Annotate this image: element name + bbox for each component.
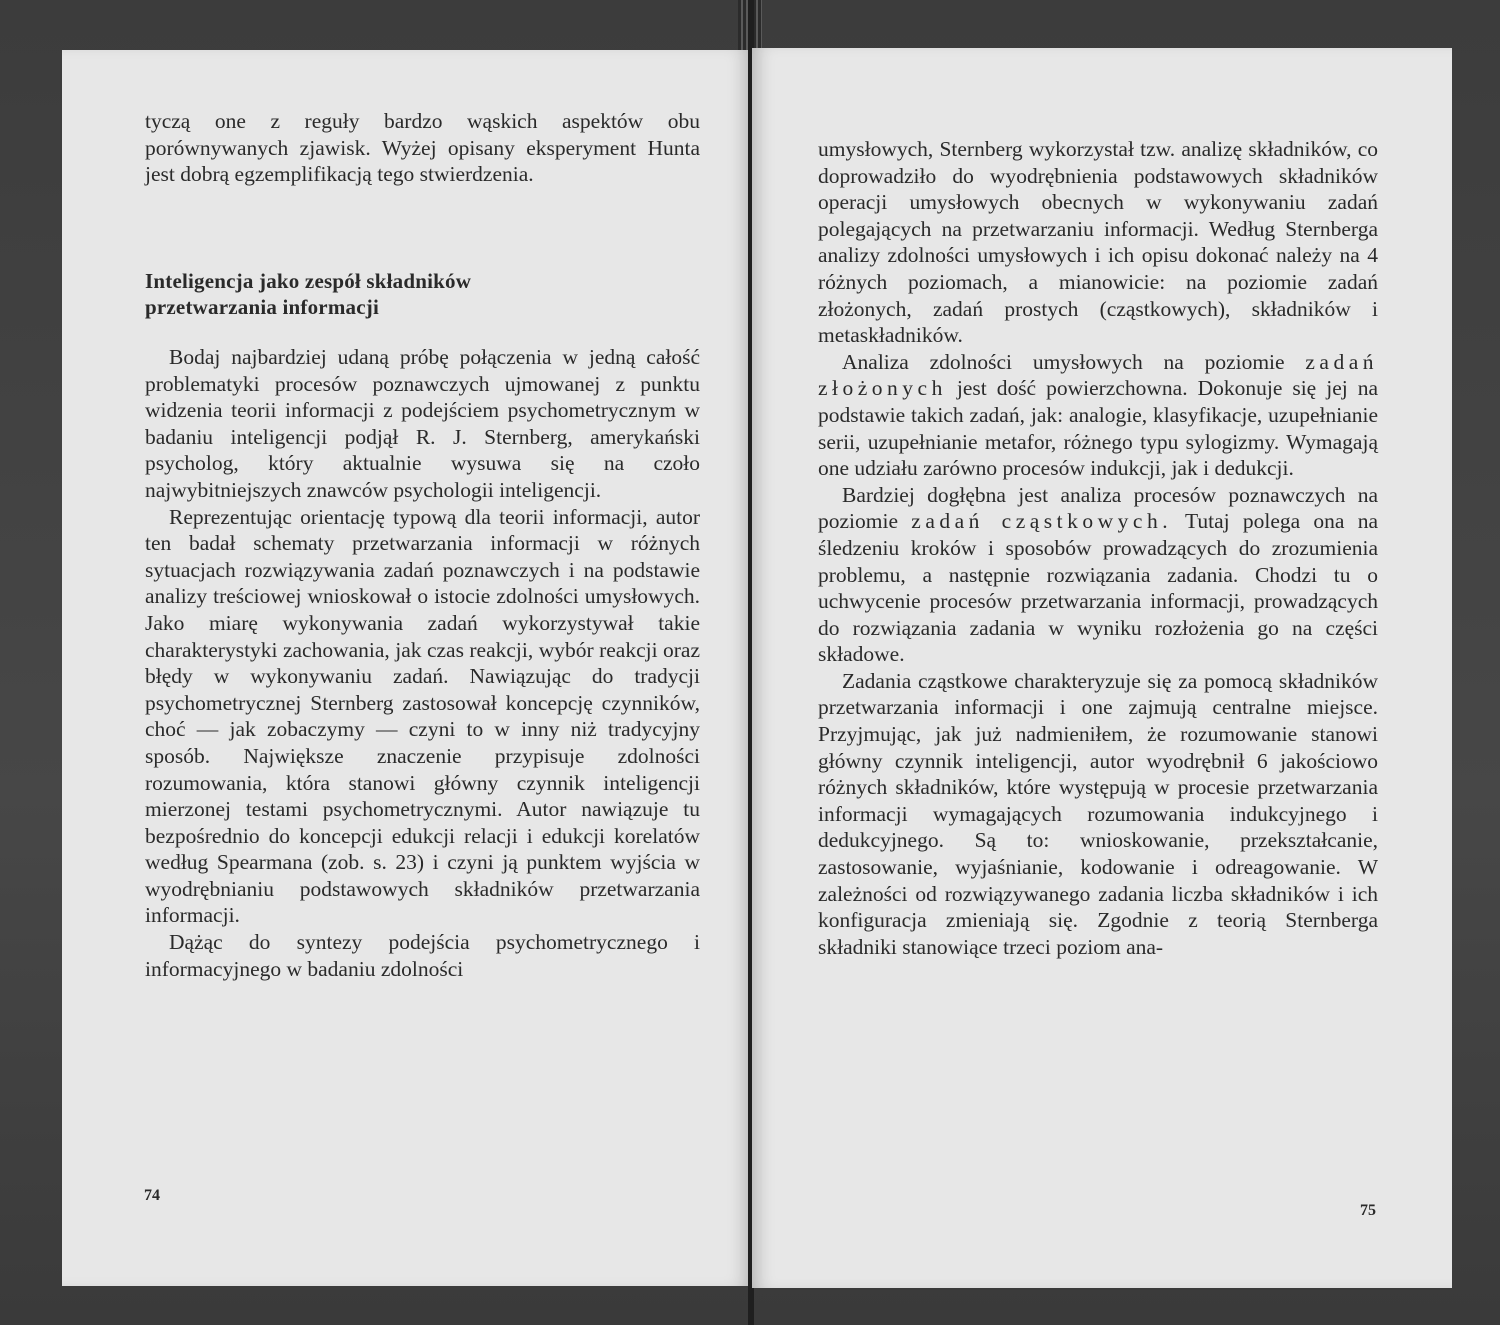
section-heading	[145, 268, 700, 320]
spaced-emphasis: zadań złożonych	[818, 349, 1378, 401]
body-paragraph: Zadania cząstkowe charakteryzuje się za pomocą składników przetwarzania informacji i one zajmują centralne miejsce. Przyjmując, jak już nadmieniłem, że rozumowanie stanowi główny czynnik inteligencji, autor wyodrębnił 6 jakościowo różnych składników, które występują w procesie przetwarzania informacji wymagających rozumowania indukcyjnego i dedukcyjnego. Są to: wnioskowanie, przekształcanie, zastosowanie, wyjaśnianie, kodowanie i odreagowanie. W zależności od rozwiązywanego zadania liczba składników i ich konfiguracja zmieniają się. Zgodnie z teorią Sternberga składniki stanowiące trzeci poziom ana-	[818, 668, 1378, 959]
right-page	[752, 48, 1452, 1288]
top-paragraph	[145, 108, 700, 188]
spaced-emphasis: zadań cząstkowych.	[911, 509, 1173, 534]
paragraph-text: Tutaj polega ona na śledzeniu kroków i sposobów prowadzących do zrozumienia problemu, a następnie rozwiązania zadania. Chodzi tu o uchwycenie procesów przetwarzania informacji, prowadzących do rozwiązania zadania w wyniku rozłożenia go na części składowe.	[818, 509, 1379, 667]
page-number: 74	[144, 1187, 160, 1204]
paragraph-text: Analiza zdolności umysłowych na poziomie	[842, 349, 1306, 374]
heading-line-2: przetwarzania informacji	[145, 295, 379, 319]
body-paragraph	[818, 482, 1378, 668]
right-body-text	[818, 136, 1378, 960]
heading-line-1: Inteligencja jako zespół składników	[145, 269, 472, 293]
left-page	[62, 50, 750, 1286]
left-body-text	[145, 344, 700, 982]
continued-paragraph: tyczą one z reguły bardzo wąskich aspektów obu porównywanych zjawisk. Wyżej opisany eksperyment Hunta jest dobrą egzemplifikacją tego stwierdzenia.	[145, 109, 700, 187]
body-paragraph	[818, 349, 1378, 482]
body-paragraph: Dążąc do syntezy podejścia psychometrycznego i informacyjnego w badaniu zdolności	[145, 930, 700, 981]
page-number: 75	[1360, 1202, 1376, 1219]
body-paragraph: Bodaj najbardziej udaną próbę połączenia w jedną całość problematyki procesów poznawczych ujmowanej z punktu widzenia teorii informacji z podejściem psychometrycznym w badaniu inteligencji podjął R. J. Sternberg, amerykański psycholog, który aktualnie wysuwa się na czoło najwybitniejszych znawców psychologii inteligencji.	[145, 345, 700, 502]
body-paragraph: Reprezentując orientację typową dla teorii informacji, autor ten badał schematy przetwarzania informacji w różnych sytuacjach rozwiązywania zadań poznawczych i na podstawie analizy treściowej wnioskował o istocie zdolności umysłowych. Jako miarę wykonywania zadań wykorzystywał takie charakterystyki zachowania, jak czas reakcji, wybór reakcji oraz błędy w wykonywaniu zadań. Nawiązując do tradycji psychometrycznej Sternberg zastosował koncepcję czynników, choć — jak zobaczymy — czyni to w inny niż tradycyjny sposób. Największe znaczenie przypisuje zdolności rozumowania, która stanowi główny czynnik inteligencji mierzonej testami psychometrycznymi. Autor nawiązuje tu bezpośrednio do koncepcji edukcji relacji i edukcji korelatów według Spearmana (zob. s. 23) i czyni ją punktem wyjścia w wyodrębnianiu podstawowych składników przetwarzania informacji.	[145, 504, 700, 928]
paragraph-text: Bardziej dogłębna jest analiza procesów poznawczych na poziomie	[818, 482, 1378, 534]
paragraph-text: jest dość powierzchowna. Dokonuje się jej na podstawie takich zadań, jak: analogie, klasyfikacje, uzupełnianie serii, uzupełnianie metafor, różnego typu sylogizmy. Wymagają one udziału zarówno procesów indukcji, jak i dedukcji.	[818, 376, 1378, 481]
body-paragraph: umysłowych, Sternberg wykorzystał tzw. analizę składników, co doprowadziło do wyodrębnienia podstawowych składników operacji umysłowych obecnych w wykonywaniu zadań polegających na przetwarzaniu informacji. Według Sternberga analizy zdolności umysłowych i ich opisu dokonać należy na 4 różnych poziomach, a mianowicie: na poziomie zadań złożonych, zadań prostych (cząstkowych), składników i metaskładników.	[818, 137, 1378, 348]
